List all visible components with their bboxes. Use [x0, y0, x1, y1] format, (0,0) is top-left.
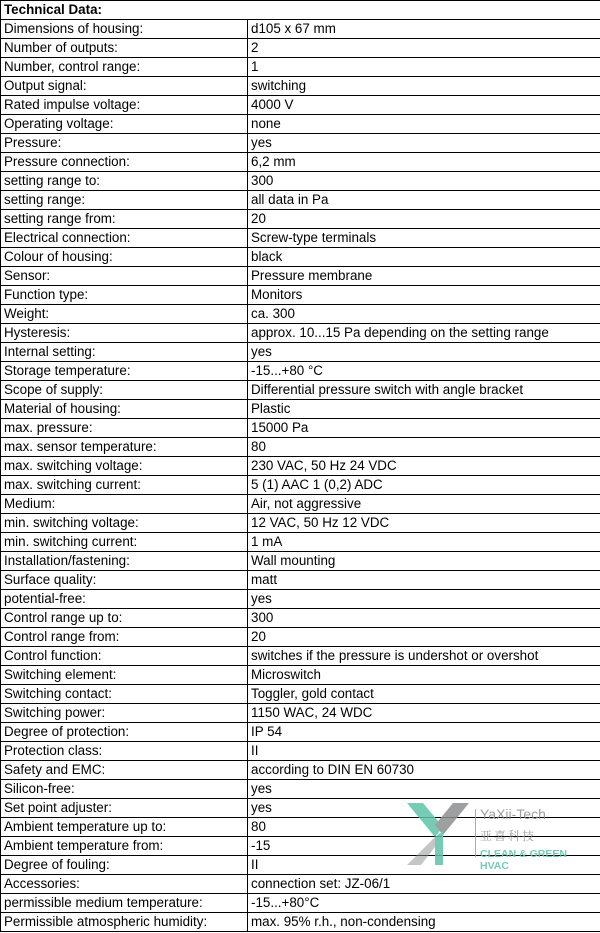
spec-label: Ambient temperature up to: [1, 818, 248, 837]
spec-label: Colour of housing: [1, 248, 248, 267]
table-row [1, 609, 600, 628]
spec-value: Air, not aggressive [248, 495, 600, 514]
spec-value: Screw-type terminals [248, 229, 600, 248]
spec-value: connection set: JZ-06/1 [248, 875, 600, 894]
watermark-chinese-name: 亚喜科技 [480, 829, 537, 843]
spec-value: Microswitch [248, 666, 600, 685]
spec-label: Ambient temperature from: [1, 837, 248, 856]
spec-value: -15...+80°C [248, 894, 600, 913]
table-row [1, 780, 600, 799]
spec-value: yes [248, 780, 600, 799]
spec-label: Control range up to: [1, 609, 248, 628]
table-row [1, 799, 600, 818]
spec-value: 300 [248, 172, 600, 191]
table-row [1, 267, 600, 286]
table-row [1, 761, 600, 780]
table-row [1, 58, 600, 77]
spec-value: II [248, 742, 600, 761]
table-row [1, 39, 600, 58]
spec-value: IP 54 [248, 723, 600, 742]
spec-value: 1150 WAC, 24 WDC [248, 704, 600, 723]
table-row [1, 514, 600, 533]
spec-label: setting range to: [1, 172, 248, 191]
table-row [1, 286, 600, 305]
spec-label: max. sensor temperature: [1, 438, 248, 457]
spec-label: Hysteresis: [1, 324, 248, 343]
table-row [1, 362, 600, 381]
spec-value: 230 VAC, 50 Hz 24 VDC [248, 457, 600, 476]
spec-value: II [248, 856, 600, 875]
spec-label: max. switching voltage: [1, 457, 248, 476]
table-row [1, 191, 600, 210]
spec-label: Output signal: [1, 77, 248, 96]
spec-value: yes [248, 590, 600, 609]
table-row [1, 210, 600, 229]
spec-label: Weight: [1, 305, 248, 324]
table-row [1, 77, 600, 96]
spec-value: Plastic [248, 400, 600, 419]
spec-label: Silicon-free: [1, 780, 248, 799]
table-row [1, 875, 600, 894]
spec-label: Degree of protection: [1, 723, 248, 742]
spec-label: setting range: [1, 191, 248, 210]
table-row [1, 20, 600, 39]
table-row [1, 685, 600, 704]
table-row [1, 476, 600, 495]
table-row [1, 457, 600, 476]
spec-value: 6,2 mm [248, 153, 600, 172]
table-row [1, 913, 600, 932]
spec-value: Pressure membrane [248, 267, 600, 286]
spec-label: Rated impulse voltage: [1, 96, 248, 115]
spec-value: -15 [248, 837, 600, 856]
spec-value: 20 [248, 628, 600, 647]
spec-label: Internal setting: [1, 343, 248, 362]
spec-value: 80 [248, 438, 600, 457]
spec-value: 300 [248, 609, 600, 628]
spec-label: Medium: [1, 495, 248, 514]
spec-value: switches if the pressure is undershot or overshot [248, 647, 600, 666]
spec-label: Set point adjuster: [1, 799, 248, 818]
spec-label: Pressure: [1, 134, 248, 153]
table-row [1, 533, 600, 552]
spec-value: none [248, 115, 600, 134]
spec-value: 12 VAC, 50 Hz 12 VDC [248, 514, 600, 533]
spec-label: Degree of fouling: [1, 856, 248, 875]
spec-value: yes [248, 343, 600, 362]
spec-label: Sensor: [1, 267, 248, 286]
table-row [1, 856, 600, 875]
table-row [1, 134, 600, 153]
spec-label: Control function: [1, 647, 248, 666]
spec-label: Control range from: [1, 628, 248, 647]
spec-value: -15...+80 °C [248, 362, 600, 381]
spec-label: Permissible atmospheric humidity: [1, 913, 248, 932]
spec-label: Number of outputs: [1, 39, 248, 58]
table-row [1, 666, 600, 685]
spec-value: 2 [248, 39, 600, 58]
spec-value: yes [248, 134, 600, 153]
spec-label: Number, control range: [1, 58, 248, 77]
table-row [1, 305, 600, 324]
spec-value: 5 (1) AAC 1 (0,2) ADC [248, 476, 600, 495]
spec-label: Material of housing: [1, 400, 248, 419]
table-row [1, 381, 600, 400]
spec-value: matt [248, 571, 600, 590]
watermark-tagline: CLEAN & GREEN HVAC [480, 848, 567, 872]
table-row [1, 324, 600, 343]
table-row [1, 96, 600, 115]
table-row [1, 495, 600, 514]
spec-label: min. switching current: [1, 533, 248, 552]
spec-value: according to DIN EN 60730 [248, 761, 600, 780]
spec-label: Operating voltage: [1, 115, 248, 134]
table-row [1, 248, 600, 267]
spec-label: Accessories: [1, 875, 248, 894]
spec-label: Scope of supply: [1, 381, 248, 400]
spec-label: Switching element: [1, 666, 248, 685]
spec-value: black [248, 248, 600, 267]
spec-value: ca. 300 [248, 305, 600, 324]
spec-value: approx. 10...15 Pa depending on the setting range [248, 324, 600, 343]
table-row [1, 704, 600, 723]
spec-label: Safety and EMC: [1, 761, 248, 780]
table-row [1, 419, 600, 438]
spec-label: Dimensions of housing: [1, 20, 248, 39]
table-row [1, 552, 600, 571]
spec-value: all data in Pa [248, 191, 600, 210]
spec-label: Protection class: [1, 742, 248, 761]
table-row [1, 590, 600, 609]
table-title: Technical Data: [1, 1, 600, 20]
spec-label: max. pressure: [1, 419, 248, 438]
spec-label: max. switching current: [1, 476, 248, 495]
spec-value: switching [248, 77, 600, 96]
table-row [1, 647, 600, 666]
watermark-brand: YaXii-Tech [480, 806, 546, 822]
table-row [1, 438, 600, 457]
spec-label: potential-free: [1, 590, 248, 609]
spec-label: setting range from: [1, 210, 248, 229]
spec-value: Wall mounting [248, 552, 600, 571]
spec-label: Installation/fastening: [1, 552, 248, 571]
spec-label: Pressure connection: [1, 153, 248, 172]
spec-label: min. switching voltage: [1, 514, 248, 533]
spec-label: Function type: [1, 286, 248, 305]
table-row [1, 172, 600, 191]
spec-value: Differential pressure switch with angle bracket [248, 381, 600, 400]
spec-value: 1 mA [248, 533, 600, 552]
table-row [1, 400, 600, 419]
spec-label: Storage temperature: [1, 362, 248, 381]
spec-value: 4000 V [248, 96, 600, 115]
table-row [1, 894, 600, 913]
table-row [1, 115, 600, 134]
spec-value: max. 95% r.h., non-condensing [248, 913, 600, 932]
spec-label: Switching power: [1, 704, 248, 723]
table-row [1, 628, 600, 647]
spec-value: Toggler, gold contact [248, 685, 600, 704]
table-row [1, 742, 600, 761]
table-row [1, 153, 600, 172]
table-title-row [1, 1, 600, 20]
spec-value: d105 x 67 mm [248, 20, 600, 39]
spec-value: 1 [248, 58, 600, 77]
table-row [1, 571, 600, 590]
table-row [1, 818, 600, 837]
spec-label: Electrical connection: [1, 229, 248, 248]
spec-value: Monitors [248, 286, 600, 305]
spec-label: permissible medium temperature: [1, 894, 248, 913]
spec-value: 20 [248, 210, 600, 229]
table-row [1, 343, 600, 362]
table-row [1, 229, 600, 248]
spec-label: Switching contact: [1, 685, 248, 704]
table-row [1, 837, 600, 856]
spec-value: 15000 Pa [248, 419, 600, 438]
spec-value: yes [248, 799, 600, 818]
spec-value: 80 [248, 818, 600, 837]
spec-label: Surface quality: [1, 571, 248, 590]
table-row [1, 723, 600, 742]
